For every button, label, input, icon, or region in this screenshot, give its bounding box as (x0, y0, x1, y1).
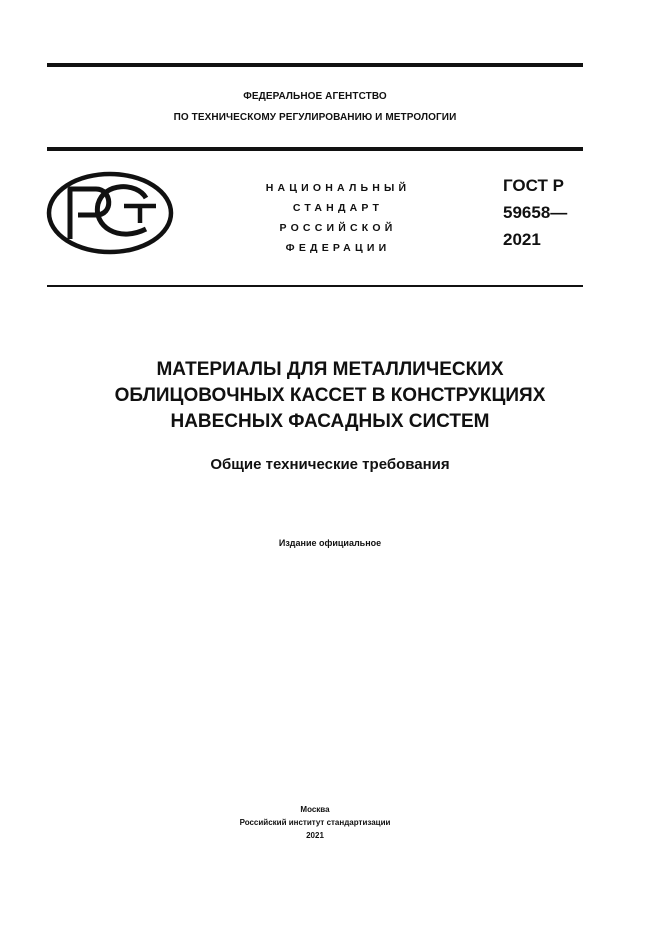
imprint-year: 2021 (306, 831, 324, 840)
title-line-1: МАТЕРИАЛЫ ДЛЯ МЕТАЛЛИЧЕСКИХ (156, 359, 504, 380)
document-subtitle: Общие технические требования (210, 456, 450, 473)
standard-type-block (240, 178, 436, 258)
standard-type-line-3: РОССИЙСКОЙ (279, 222, 397, 234)
designation-line-1: ГОСТ Р (503, 176, 564, 195)
document-title (47, 357, 613, 435)
rst-gost-r-certification-mark-icon (46, 171, 174, 255)
designation-line-3: 2021 (503, 230, 541, 249)
header-divider (47, 147, 583, 151)
imprint-publisher: Российский институт стандартизации (239, 818, 391, 827)
title-line-3: НАВЕСНЫХ ФАСАДНЫХ СИСТЕМ (170, 411, 490, 432)
top-divider (47, 63, 583, 67)
standard-designation (503, 172, 567, 253)
agency-name-line-1: ФЕДЕРАЛЬНОЕ АГЕНТСТВО (243, 91, 387, 102)
edition-note: Издание официальное (278, 538, 382, 548)
standard-type-line-4: ФЕДЕРАЦИИ (285, 242, 391, 254)
agency-name-line-2: ПО ТЕХНИЧЕСКОМУ РЕГУЛИРОВАНИЮ И МЕТРОЛОГИИ (173, 112, 457, 123)
header-bottom-divider (47, 285, 583, 287)
imprint-city: Москва (300, 805, 330, 814)
standard-type-line-2: СТАНДАРТ (292, 202, 384, 214)
title-line-2: ОБЛИЦОВОЧНЫХ КАССЕТ В КОНСТРУКЦИЯХ (114, 385, 546, 406)
imprint-block (47, 803, 583, 842)
standard-type-line-1: НАЦИОНАЛЬНЫЙ (265, 182, 411, 194)
designation-line-2: 59658— (503, 203, 568, 222)
